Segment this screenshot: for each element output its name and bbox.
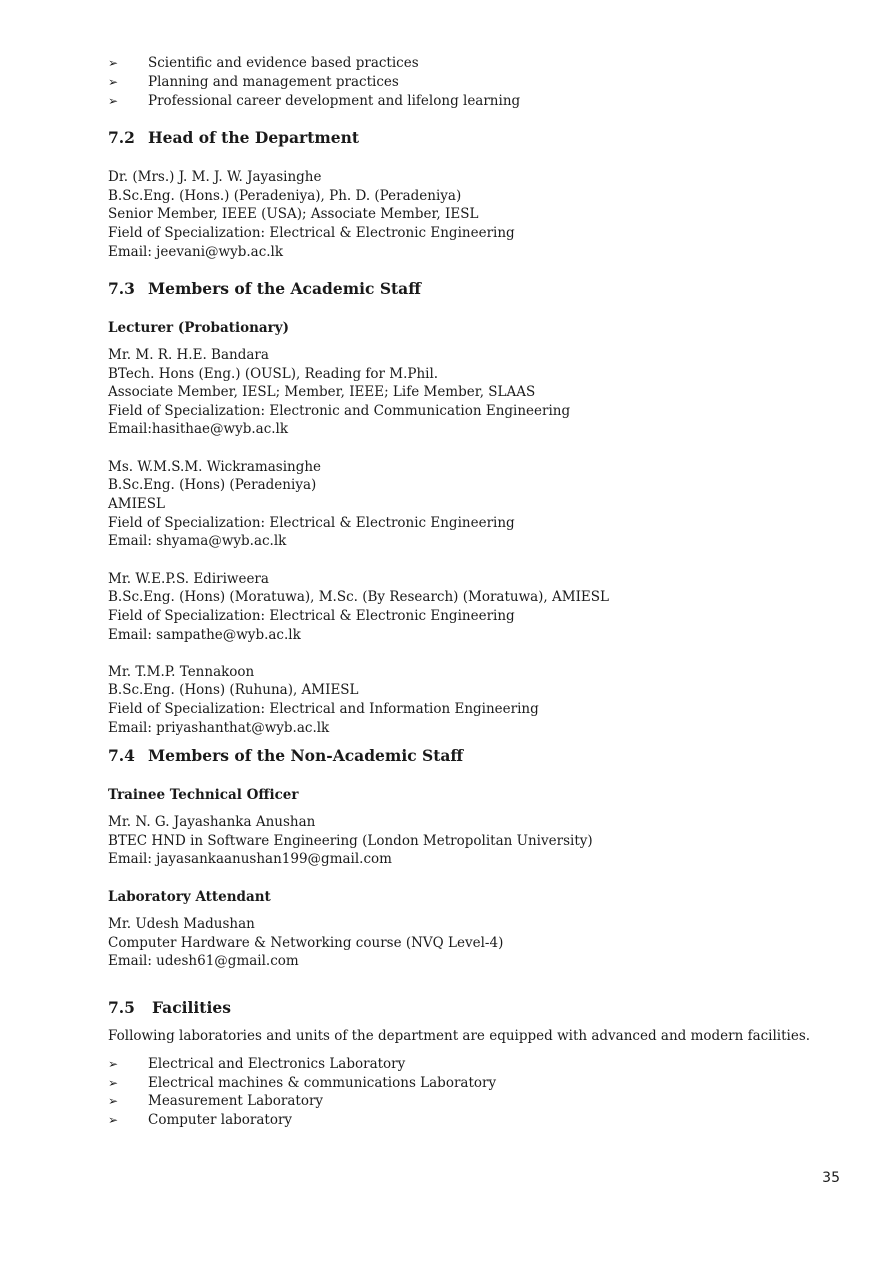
hod-email: Email: jeevani@wyb.ac.lk bbox=[108, 244, 284, 260]
section-title: Facilities bbox=[152, 998, 231, 1017]
section-title: Members of the Academic Staff bbox=[148, 279, 421, 298]
staff-name: Mr. T.M.P. Tennakoon bbox=[108, 664, 255, 680]
staff-line: Field of Specialization: Electrical and Information Engineering bbox=[108, 701, 539, 717]
staff-line: Field of Specialization: Electrical & Electronic Engineering bbox=[108, 515, 515, 531]
staff-email: Email: sampathe@wyb.ac.lk bbox=[108, 627, 301, 643]
staff-line: B.Sc.Eng. (Hons) (Ruhuna), AMIESL bbox=[108, 682, 359, 698]
section-title: Members of the Non-Academic Staff bbox=[148, 746, 464, 765]
bullet-text: Electrical and Electronics Laboratory bbox=[148, 1056, 406, 1072]
staff-name: Mr. Udesh Madushan bbox=[108, 916, 255, 932]
bullet-text: Electrical machines & communications Laboratory bbox=[148, 1075, 497, 1091]
section-heading-7-2 bbox=[108, 128, 359, 148]
staff-line: B.Sc.Eng. (Hons) (Moratuwa), M.Sc. (By Research) (Moratuwa), AMIESL bbox=[108, 589, 609, 605]
hod-specialization: Field of Specialization: Electrical & Electronic Engineering bbox=[108, 225, 515, 241]
bullet-text: Computer laboratory bbox=[148, 1112, 293, 1128]
bullet-text: Professional career development and lifelong learning bbox=[148, 93, 521, 109]
staff-line: Field of Specialization: Electronic and Communication Engineering bbox=[108, 403, 571, 419]
hod-degree: B.Sc.Eng. (Hons.) (Peradeniya), Ph. D. (Peradeniya) bbox=[108, 188, 462, 204]
arrow-bullet-icon: ➢ bbox=[108, 56, 119, 70]
staff-line: BTech. Hons (Eng.) (OUSL), Reading for M.Phil. bbox=[108, 366, 439, 382]
staff-line: Associate Member, IESL; Member, IEEE; Life Member, SLAAS bbox=[108, 384, 536, 400]
section-number: 7.2 bbox=[108, 128, 135, 147]
section-number: 7.5 bbox=[108, 998, 135, 1017]
hod-membership: Senior Member, IEEE (USA); Associate Member, IESL bbox=[108, 206, 479, 222]
arrow-bullet-icon: ➢ bbox=[108, 1057, 119, 1071]
arrow-bullet-icon: ➢ bbox=[108, 1076, 119, 1090]
staff-email: Email: shyama@wyb.ac.lk bbox=[108, 533, 287, 549]
bullet-text: Planning and management practices bbox=[148, 74, 399, 90]
staff-email: Email: jayasankaanushan199@gmail.com bbox=[108, 851, 392, 867]
section-heading-7-4 bbox=[108, 746, 463, 766]
section-title: Head of the Department bbox=[148, 128, 360, 147]
staff-line: AMIESL bbox=[108, 496, 165, 512]
section-heading-7-3 bbox=[108, 279, 421, 299]
staff-line: Computer Hardware & Networking course (NVQ Level-4) bbox=[108, 935, 504, 951]
arrow-bullet-icon: ➢ bbox=[108, 94, 119, 108]
page-number: 35 bbox=[822, 1170, 840, 1186]
staff-name: Mr. M. R. H.E. Bandara bbox=[108, 347, 269, 363]
staff-name: Mr. W.E.P.S. Ediriweera bbox=[108, 571, 269, 587]
staff-email: Email: udesh61@gmail.com bbox=[108, 953, 299, 969]
staff-line: BTEC HND in Software Engineering (London Metropolitan University) bbox=[108, 833, 593, 849]
staff-line: Field of Specialization: Electrical & Electronic Engineering bbox=[108, 608, 515, 624]
staff-email: Email:hasithae@wyb.ac.lk bbox=[108, 421, 289, 437]
arrow-bullet-icon: ➢ bbox=[108, 1094, 119, 1108]
facilities-intro: Following laboratories and units of the department are equipped with advanced and modern facilities. bbox=[108, 1028, 811, 1044]
section-number: 7.4 bbox=[108, 746, 135, 765]
staff-name: Mr. N. G. Jayashanka Anushan bbox=[108, 814, 316, 830]
subheading-lecturer: Lecturer (Probationary) bbox=[108, 320, 289, 336]
staff-line: B.Sc.Eng. (Hons) (Peradeniya) bbox=[108, 477, 317, 493]
staff-name: Ms. W.M.S.M. Wickramasinghe bbox=[108, 459, 322, 475]
arrow-bullet-icon: ➢ bbox=[108, 1113, 119, 1127]
arrow-bullet-icon: ➢ bbox=[108, 75, 119, 89]
staff-email: Email: priyashanthat@wyb.ac.lk bbox=[108, 720, 330, 736]
bullet-text: Scientific and evidence based practices bbox=[148, 55, 419, 71]
subheading-lab-attendant: Laboratory Attendant bbox=[108, 889, 271, 905]
subheading-trainee: Trainee Technical Officer bbox=[108, 787, 299, 803]
section-heading-7-5 bbox=[108, 998, 231, 1018]
hod-name: Dr. (Mrs.) J. M. J. W. Jayasinghe bbox=[108, 169, 322, 185]
bullet-text: Measurement Laboratory bbox=[148, 1093, 324, 1109]
section-number: 7.3 bbox=[108, 279, 135, 298]
